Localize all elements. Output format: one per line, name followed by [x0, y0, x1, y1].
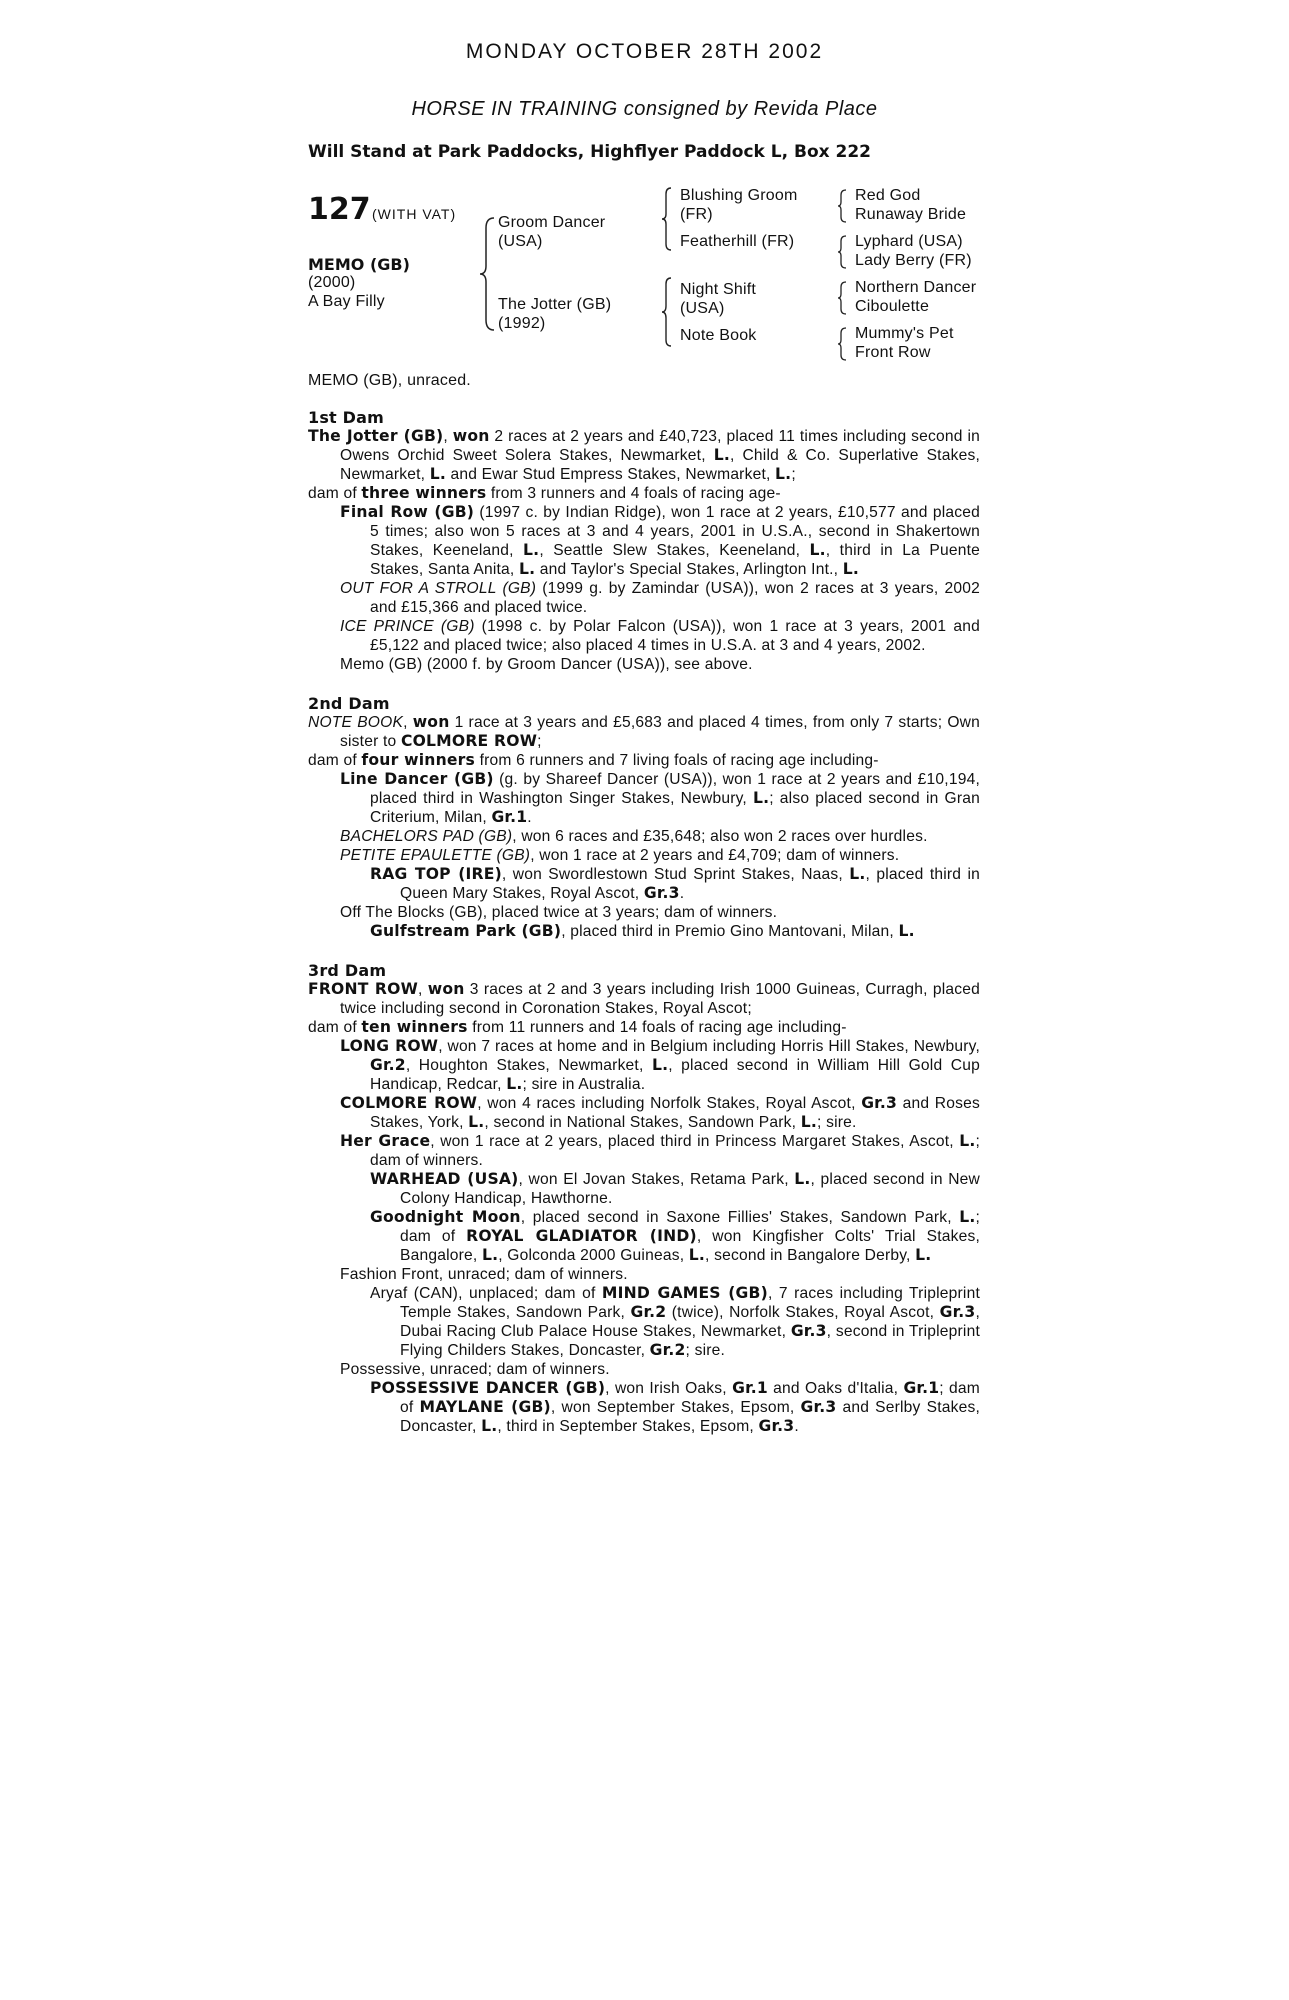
g4-pair-2	[855, 232, 972, 270]
produce-entry: Her Grace, won 1 race at 2 years, placed third in Princess Margaret Stakes, Ascot, L.; dam of winners.	[340, 1132, 980, 1169]
g4-name: Northern Dancer	[855, 279, 977, 296]
pedigree-brace-sire	[660, 186, 674, 252]
section-heading: 1st Dam	[308, 408, 385, 427]
dam-produce-summary: dam of ten winners from 11 runners and 14 foals of racing age including-	[308, 1018, 847, 1036]
produce-entry: Possessive, unraced; dam of winners.	[340, 1361, 610, 1378]
sire-sire-origin: (FR)	[680, 206, 713, 223]
produce-entry: WARHEAD (USA), won El Jovan Stakes, Retama Park, L., placed second in New Colony Handicap, Hawthorne.	[370, 1170, 980, 1207]
dam	[498, 295, 611, 333]
produce-entry: COLMORE ROW, won 4 races including Norfolk Stakes, Royal Ascot, Gr.3 and Roses Stakes, York, L., second in National Stakes, Sandown Park, L.; sire.	[340, 1094, 980, 1131]
sire-sire	[680, 186, 798, 224]
dam-dam	[680, 326, 757, 345]
horse-description: A Bay Filly	[308, 293, 385, 310]
dam-entry: The Jotter (GB), won 2 races at 2 years and £40,723, placed 11 times including second in Owens Orchid Sweet Solera Stakes, Newmarket, L., Child & Co. Superlative Stakes, Newmarket, L. and Ewar Stud Empress Stakes, Newmarket, L.;	[308, 427, 980, 483]
race-summary: MEMO (GB), unraced.	[308, 372, 471, 389]
produce-entry: Fashion Front, unraced; dam of winners.	[340, 1266, 628, 1283]
pedigree-brace-g4d	[836, 326, 848, 362]
produce-entry: POSSESSIVE DANCER (GB), won Irish Oaks, Gr.1 and Oaks d'Italia, Gr.1; dam of MAYLANE (GB), won September Stakes, Epsom, Gr.3 and Serlby Stakes, Doncaster, L., third in September Stakes, Epsom, Gr.3.	[370, 1379, 981, 1435]
g4-name: Runaway Bride	[855, 206, 967, 223]
sire-name: Groom Dancer	[498, 214, 606, 231]
sale-date: MONDAY OCTOBER 28TH 2002	[465, 40, 824, 63]
pedigree-brace-g4b	[836, 234, 848, 270]
dam-sire-name: Night Shift	[680, 281, 757, 298]
g4-pair-4	[855, 324, 954, 362]
produce-entry: Gulfstream Park (GB), placed third in Premio Gino Mantovani, Milan, L.	[370, 922, 915, 940]
g4-name: Lyphard (USA)	[855, 233, 963, 250]
produce-entry: Off The Blocks (GB), placed twice at 3 years; dam of winners.	[340, 904, 778, 921]
produce-entry: Line Dancer (GB) (g. by Shareef Dancer (USA)), won 1 race at 2 years and £10,194, placed third in Washington Singer Stakes, Newbury, L.; also placed second in Gran Criterium, Milan, Gr.1.	[340, 770, 980, 826]
dam-year: (1992)	[498, 315, 546, 332]
vat-note: (WITH VAT)	[372, 206, 457, 222]
consignment-line: HORSE IN TRAINING consigned by Revida Place	[411, 98, 878, 120]
dam-sire	[680, 280, 756, 318]
section-heading: 2nd Dam	[308, 694, 390, 713]
g4-name: Red God	[855, 187, 921, 204]
produce-entry: Final Row (GB) (1997 c. by Indian Ridge), won 1 race at 2 years, £10,577 and placed 5 times; also won 5 races at 3 and 4 years, 2001 in U.S.A., second in Shakertown Stakes, Keeneland, L., Seattle Slew Stakes, Keeneland, L., third in La Puente Stakes, Santa Anita, L. and Taylor's Special Stakes, Arlington Int., L.	[340, 503, 981, 578]
sire-dam-name: Featherhill (FR)	[680, 233, 795, 250]
produce-entry: Aryaf (CAN), unplaced; dam of MIND GAMES (GB), 7 races including Tripleprint Temple Stakes, Sandown Park, Gr.2 (twice), Norfolk Stakes, Royal Ascot, Gr.3, Dubai Racing Club Palace House Stakes, Newmarket, Gr.3, second in Tripleprint Flying Childers Stakes, Doncaster, Gr.2; sire.	[370, 1284, 981, 1359]
horse-name: MEMO (GB)	[308, 255, 410, 274]
produce-entry: PETITE EPAULETTE (GB), won 1 race at 2 years and £4,709; dam of winners.	[340, 847, 900, 864]
horse-year: (2000)	[308, 274, 356, 291]
sire-dam	[680, 232, 794, 251]
pedigree-brace-g4c	[836, 280, 848, 316]
g4-name: Front Row	[855, 344, 931, 361]
dam-sire-origin: (USA)	[680, 300, 725, 317]
section-heading: 3rd Dam	[308, 961, 387, 980]
produce-entry: BACHELORS PAD (GB), won 6 races and £35,648; also won 2 races over hurdles.	[340, 828, 928, 845]
produce-entry: OUT FOR A STROLL (GB) (1999 g. by Zamindar (USA)), won 2 races at 3 years, 2002 and £15,366 and placed twice.	[340, 580, 980, 616]
dam-entry: NOTE BOOK, won 1 race at 3 years and £5,683 and placed 4 times, from only 7 starts; Own sister to COLMORE ROW;	[308, 713, 980, 750]
produce-entry: LONG ROW, won 7 races at home and in Belgium including Horris Hill Stakes, Newbury, Gr.2, Houghton Stakes, Newmarket, L., placed second in William Hill Gold Cup Handicap, Redcar, L.; sire in Australia.	[340, 1037, 980, 1093]
dam-produce-summary: dam of three winners from 3 runners and 4 foals of racing age-	[308, 484, 781, 502]
sire	[498, 213, 605, 251]
g4-pair-3	[855, 278, 976, 316]
produce-entry: Goodnight Moon, placed second in Saxone Fillies' Stakes, Sandown Park, L.; dam of ROYAL GLADIATOR (IND), won Kingfisher Colts' Trial Stakes, Bangalore, L., Golconda 2000 Guineas, L., second in Bangalore Derby, L.	[370, 1208, 980, 1264]
produce-entry: Memo (GB) (2000 f. by Groom Dancer (USA)), see above.	[340, 656, 753, 673]
dam-dam-name: Note Book	[680, 327, 757, 344]
lot-number: 127	[308, 192, 371, 227]
sire-sire-name: Blushing Groom	[680, 187, 798, 204]
g4-pair-1	[855, 186, 966, 224]
sire-origin: (USA)	[498, 233, 543, 250]
g4-name: Mummy's Pet	[855, 325, 954, 342]
produce-entry: ICE PRINCE (GB) (1998 c. by Polar Falcon (USA)), won 1 race at 3 years, 2001 and £5,122 and placed twice; also placed 4 times in U.S.A. at 3 and 4 years, 2002.	[340, 618, 981, 654]
stand-location: Will Stand at Park Paddocks, Highflyer Paddock L, Box 222	[308, 142, 872, 162]
pedigree-brace-g4a	[836, 188, 848, 224]
g4-name: Lady Berry (FR)	[855, 252, 972, 269]
pedigree-brace-dam	[660, 276, 674, 348]
dam-entry: FRONT ROW, won 3 races at 2 and 3 years including Irish 1000 Guineas, Curragh, placed twice including second in Coronation Stakes, Royal Ascot;	[308, 980, 980, 1017]
pedigree-brace-gen1	[478, 214, 498, 334]
dam-produce-summary: dam of four winners from 6 runners and 7 living foals of racing age including-	[308, 751, 879, 769]
family-body	[308, 408, 980, 1436]
produce-entry: RAG TOP (IRE), won Swordlestown Stud Sprint Stakes, Naas, L., placed third in Queen Mary Stakes, Royal Ascot, Gr.3.	[370, 865, 980, 902]
g4-name: Ciboulette	[855, 298, 930, 315]
dam-name: The Jotter (GB)	[498, 296, 612, 313]
